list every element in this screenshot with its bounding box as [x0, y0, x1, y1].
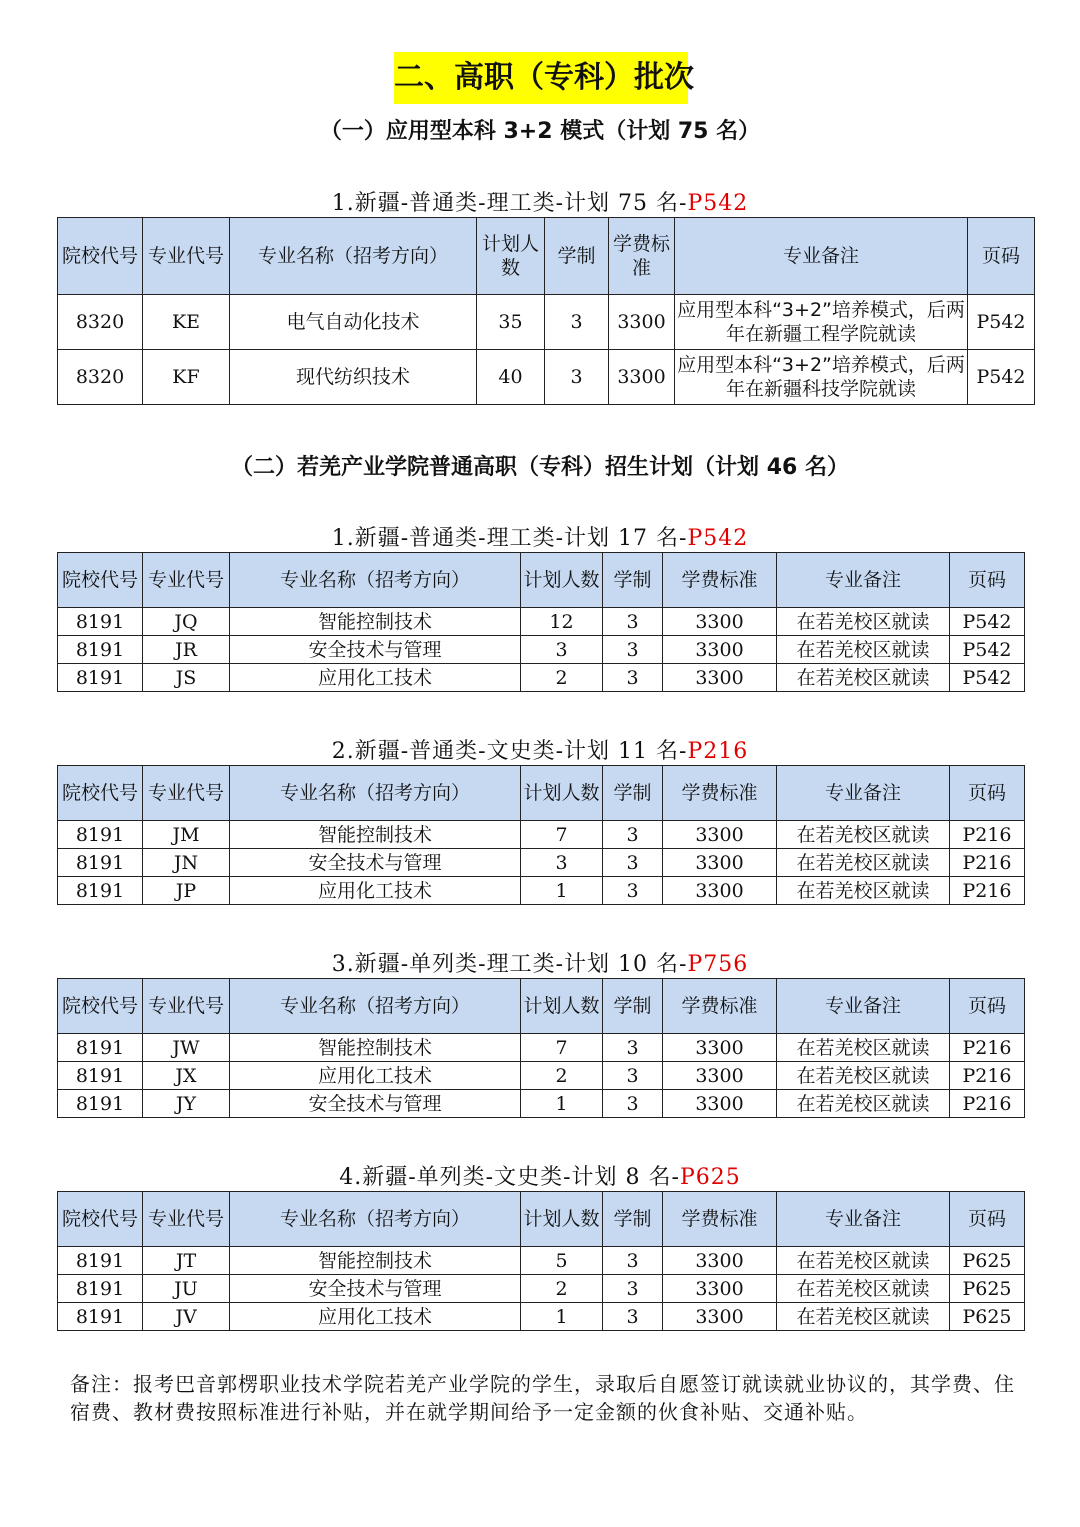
major-code-cell: KE: [143, 295, 230, 350]
major-code-cell: JT: [143, 1247, 230, 1275]
duration-cell: 3: [603, 1034, 663, 1062]
header-major-name: 专业名称（招考方向）: [230, 218, 477, 295]
plan-count-cell: 40: [477, 350, 545, 405]
school-code-cell: 8191: [58, 1275, 143, 1303]
page-cell: P216: [950, 1090, 1025, 1118]
header-remarks: 专业备注: [777, 1192, 950, 1247]
major-code-cell: JV: [143, 1303, 230, 1331]
remarks-cell: 应用型本科“3+2”培养模式，后两年在新疆科技学院就读: [675, 350, 968, 405]
table-row: [58, 877, 1025, 905]
table3-title: [0, 734, 1080, 765]
remarks-cell: 在若羌校区就读: [777, 1303, 950, 1331]
header-school-code: 院校代号: [58, 979, 143, 1034]
main-title: 二、高职（专科）批次: [394, 52, 688, 104]
table-body: [58, 1034, 1025, 1118]
header-duration: 学制: [545, 218, 609, 295]
page-cell: P216: [950, 877, 1025, 905]
header-tuition: 学费标准: [663, 979, 777, 1034]
school-code-cell: 8191: [58, 1247, 143, 1275]
header-page: 页码: [950, 1192, 1025, 1247]
page-cell: P625: [950, 1303, 1025, 1331]
header-tuition: 学费标准: [609, 218, 675, 295]
tuition-cell: 3300: [663, 1090, 777, 1118]
table-body: [58, 608, 1025, 692]
school-code-cell: 8191: [58, 821, 143, 849]
major-code-cell: JW: [143, 1034, 230, 1062]
remarks-cell: 在若羌校区就读: [777, 1247, 950, 1275]
table3-title-page: P216: [687, 739, 749, 764]
major-code-cell: JN: [143, 849, 230, 877]
header-plan-count: 计划人数: [477, 218, 545, 295]
school-code-cell: 8191: [58, 664, 143, 692]
major-name-cell: 智能控制技术: [230, 1034, 521, 1062]
school-code-cell: 8191: [58, 1062, 143, 1090]
table-row: [58, 1303, 1025, 1331]
table-header-row: [58, 979, 1025, 1034]
tuition-cell: 3300: [663, 1247, 777, 1275]
remarks-cell: 在若羌校区就读: [777, 821, 950, 849]
table-row: [58, 608, 1025, 636]
school-code-cell: 8320: [58, 350, 143, 405]
page-cell: P216: [950, 821, 1025, 849]
header-major-code: 专业代号: [143, 553, 230, 608]
tuition-cell: 3300: [663, 636, 777, 664]
page-cell: P216: [950, 1062, 1025, 1090]
header-plan-count: 计划人数: [521, 553, 603, 608]
header-tuition: 学费标准: [663, 766, 777, 821]
remarks-cell: 在若羌校区就读: [777, 1090, 950, 1118]
table-separate-arts: [57, 1191, 1025, 1331]
remarks-cell: 在若羌校区就读: [777, 608, 950, 636]
table-row: [58, 636, 1025, 664]
page-cell: P216: [950, 1034, 1025, 1062]
plan-count-cell: 2: [521, 1275, 603, 1303]
duration-cell: 3: [545, 350, 609, 405]
page-cell: P542: [950, 608, 1025, 636]
table-body: [58, 821, 1025, 905]
tuition-cell: 3300: [663, 608, 777, 636]
duration-cell: 3: [603, 1303, 663, 1331]
remarks-cell: 在若羌校区就读: [777, 1034, 950, 1062]
header-school-code: 院校代号: [58, 1192, 143, 1247]
major-name-cell: 应用化工技术: [230, 877, 521, 905]
table4-title-text: 3.新疆-单列类-理工类-计划 10 名-: [331, 952, 688, 977]
remarks-cell: 在若羌校区就读: [777, 849, 950, 877]
duration-cell: 3: [603, 1247, 663, 1275]
header-page: 页码: [950, 766, 1025, 821]
page-cell: P542: [968, 295, 1035, 350]
major-code-cell: JQ: [143, 608, 230, 636]
remarks-cell: 在若羌校区就读: [777, 877, 950, 905]
duration-cell: 3: [603, 1275, 663, 1303]
table-row: [58, 350, 1035, 405]
table2-title-page: P542: [687, 526, 749, 551]
header-page: 页码: [950, 979, 1025, 1034]
major-name-cell: 安全技术与管理: [230, 1090, 521, 1118]
remarks-cell: 在若羌校区就读: [777, 636, 950, 664]
table-row: [58, 849, 1025, 877]
duration-cell: 3: [603, 1090, 663, 1118]
table-row: [58, 295, 1035, 350]
table-row: [58, 1090, 1025, 1118]
duration-cell: 3: [603, 1062, 663, 1090]
tuition-cell: 3300: [663, 821, 777, 849]
remarks-cell: 在若羌校区就读: [777, 664, 950, 692]
page-cell: P625: [950, 1275, 1025, 1303]
table4-title: [0, 947, 1080, 978]
school-code-cell: 8191: [58, 608, 143, 636]
major-code-cell: JU: [143, 1275, 230, 1303]
table-regular-arts: [57, 765, 1025, 905]
table1-title-text: 1.新疆-普通类-理工类-计划 75 名-: [331, 191, 688, 216]
table-row: [58, 1275, 1025, 1303]
header-school-code: 院校代号: [58, 218, 143, 295]
header-remarks: 专业备注: [675, 218, 968, 295]
school-code-cell: 8191: [58, 849, 143, 877]
section1-title: （一）应用型本科 3+2 模式（计划 75 名）: [319, 119, 761, 144]
school-code-cell: 8191: [58, 1090, 143, 1118]
major-name-cell: 电气自动化技术: [230, 295, 477, 350]
duration-cell: 3: [603, 849, 663, 877]
remarks-cell: 在若羌校区就读: [777, 1275, 950, 1303]
header-school-code: 院校代号: [58, 766, 143, 821]
remarks-cell: 应用型本科“3+2”培养模式，后两年在新疆工程学院就读: [675, 295, 968, 350]
header-major-code: 专业代号: [143, 218, 230, 295]
table-regular-science: [57, 552, 1025, 692]
major-name-cell: 智能控制技术: [230, 608, 521, 636]
header-major-name: 专业名称（招考方向）: [230, 766, 521, 821]
major-code-cell: KF: [143, 350, 230, 405]
plan-count-cell: 35: [477, 295, 545, 350]
tuition-cell: 3300: [609, 295, 675, 350]
header-school-code: 院校代号: [58, 553, 143, 608]
header-page: 页码: [968, 218, 1035, 295]
table-header-row: [58, 766, 1025, 821]
header-plan-count: 计划人数: [521, 766, 603, 821]
remarks-cell: 在若羌校区就读: [777, 1062, 950, 1090]
table-applied-3plus2: [57, 217, 1035, 405]
tuition-cell: 3300: [663, 1303, 777, 1331]
tuition-cell: 3300: [663, 1275, 777, 1303]
plan-count-cell: 7: [521, 821, 603, 849]
plan-count-cell: 1: [521, 1303, 603, 1331]
school-code-cell: 8320: [58, 295, 143, 350]
duration-cell: 3: [603, 664, 663, 692]
major-code-cell: JR: [143, 636, 230, 664]
table4-title-page: P756: [687, 952, 749, 977]
tuition-cell: 3300: [663, 1062, 777, 1090]
major-code-cell: JS: [143, 664, 230, 692]
tuition-cell: 3300: [663, 664, 777, 692]
plan-count-cell: 3: [521, 849, 603, 877]
plan-count-cell: 2: [521, 1062, 603, 1090]
header-major-code: 专业代号: [143, 979, 230, 1034]
header-plan-count: 计划人数: [521, 1192, 603, 1247]
table5-title-page: P625: [679, 1165, 741, 1190]
major-name-cell: 应用化工技术: [230, 1303, 521, 1331]
school-code-cell: 8191: [58, 877, 143, 905]
school-code-cell: 8191: [58, 1303, 143, 1331]
page-cell: P625: [950, 1247, 1025, 1275]
table-body: [58, 1247, 1025, 1331]
header-duration: 学制: [603, 979, 663, 1034]
duration-cell: 3: [603, 636, 663, 664]
table2-title: [0, 521, 1080, 552]
major-code-cell: JY: [143, 1090, 230, 1118]
school-code-cell: 8191: [58, 636, 143, 664]
tuition-cell: 3300: [663, 1034, 777, 1062]
page-cell: P542: [950, 664, 1025, 692]
plan-count-cell: 1: [521, 877, 603, 905]
page-cell: P216: [950, 849, 1025, 877]
header-remarks: 专业备注: [777, 979, 950, 1034]
table2-title-text: 1.新疆-普通类-理工类-计划 17 名-: [331, 526, 688, 551]
header-tuition: 学费标准: [663, 1192, 777, 1247]
table-body: [58, 295, 1035, 405]
major-code-cell: JP: [143, 877, 230, 905]
tuition-cell: 3300: [663, 849, 777, 877]
duration-cell: 3: [545, 295, 609, 350]
major-name-cell: 应用化工技术: [230, 664, 521, 692]
table5-title: [0, 1160, 1080, 1191]
header-duration: 学制: [603, 553, 663, 608]
major-name-cell: 应用化工技术: [230, 1062, 521, 1090]
major-name-cell: 安全技术与管理: [230, 636, 521, 664]
header-remarks: 专业备注: [777, 553, 950, 608]
plan-count-cell: 5: [521, 1247, 603, 1275]
header-page: 页码: [950, 553, 1025, 608]
major-name-cell: 安全技术与管理: [230, 1275, 521, 1303]
table-row: [58, 1062, 1025, 1090]
table3-title-text: 2.新疆-普通类-文史类-计划 11 名-: [331, 739, 688, 764]
header-major-name: 专业名称（招考方向）: [230, 979, 521, 1034]
table-separate-science: [57, 978, 1025, 1118]
table-row: [58, 821, 1025, 849]
tuition-cell: 3300: [609, 350, 675, 405]
header-major-name: 专业名称（招考方向）: [230, 553, 521, 608]
school-code-cell: 8191: [58, 1034, 143, 1062]
table-header-row: [58, 218, 1035, 295]
page-cell: P542: [968, 350, 1035, 405]
plan-count-cell: 3: [521, 636, 603, 664]
duration-cell: 3: [603, 877, 663, 905]
table-row: [58, 1034, 1025, 1062]
header-plan-count: 计划人数: [521, 979, 603, 1034]
table-header-row: [58, 553, 1025, 608]
header-duration: 学制: [603, 766, 663, 821]
duration-cell: 3: [603, 821, 663, 849]
header-major-code: 专业代号: [143, 1192, 230, 1247]
major-code-cell: JX: [143, 1062, 230, 1090]
plan-count-cell: 7: [521, 1034, 603, 1062]
major-name-cell: 智能控制技术: [230, 1247, 521, 1275]
plan-count-cell: 1: [521, 1090, 603, 1118]
header-major-code: 专业代号: [143, 766, 230, 821]
duration-cell: 3: [603, 608, 663, 636]
table-row: [58, 664, 1025, 692]
major-name-cell: 智能控制技术: [230, 821, 521, 849]
table-header-row: [58, 1192, 1025, 1247]
header-major-name: 专业名称（招考方向）: [230, 1192, 521, 1247]
major-name-cell: 安全技术与管理: [230, 849, 521, 877]
header-remarks: 专业备注: [777, 766, 950, 821]
section2-title: （二）若羌产业学院普通高职（专科）招生计划（计划 46 名）: [231, 455, 849, 480]
header-tuition: 学费标准: [663, 553, 777, 608]
page-cell: P542: [950, 636, 1025, 664]
header-duration: 学制: [603, 1192, 663, 1247]
plan-count-cell: 2: [521, 664, 603, 692]
table1-title: [0, 186, 1080, 217]
major-code-cell: JM: [143, 821, 230, 849]
table-row: [58, 1247, 1025, 1275]
footnote: 备注：报考巴音郭楞职业技术学院若羌产业学院的学生，录取后自愿签订就读就业协议的，其学费、住宿费、教材费按照标准进行补贴，并在就学期间给予一定金额的伙食补贴、交通补贴。: [70, 1372, 1015, 1424]
major-name-cell: 现代纺织技术: [230, 350, 477, 405]
plan-count-cell: 12: [521, 608, 603, 636]
tuition-cell: 3300: [663, 877, 777, 905]
table1-title-page: P542: [687, 191, 749, 216]
table5-title-text: 4.新疆-单列类-文史类-计划 8 名-: [339, 1165, 680, 1190]
